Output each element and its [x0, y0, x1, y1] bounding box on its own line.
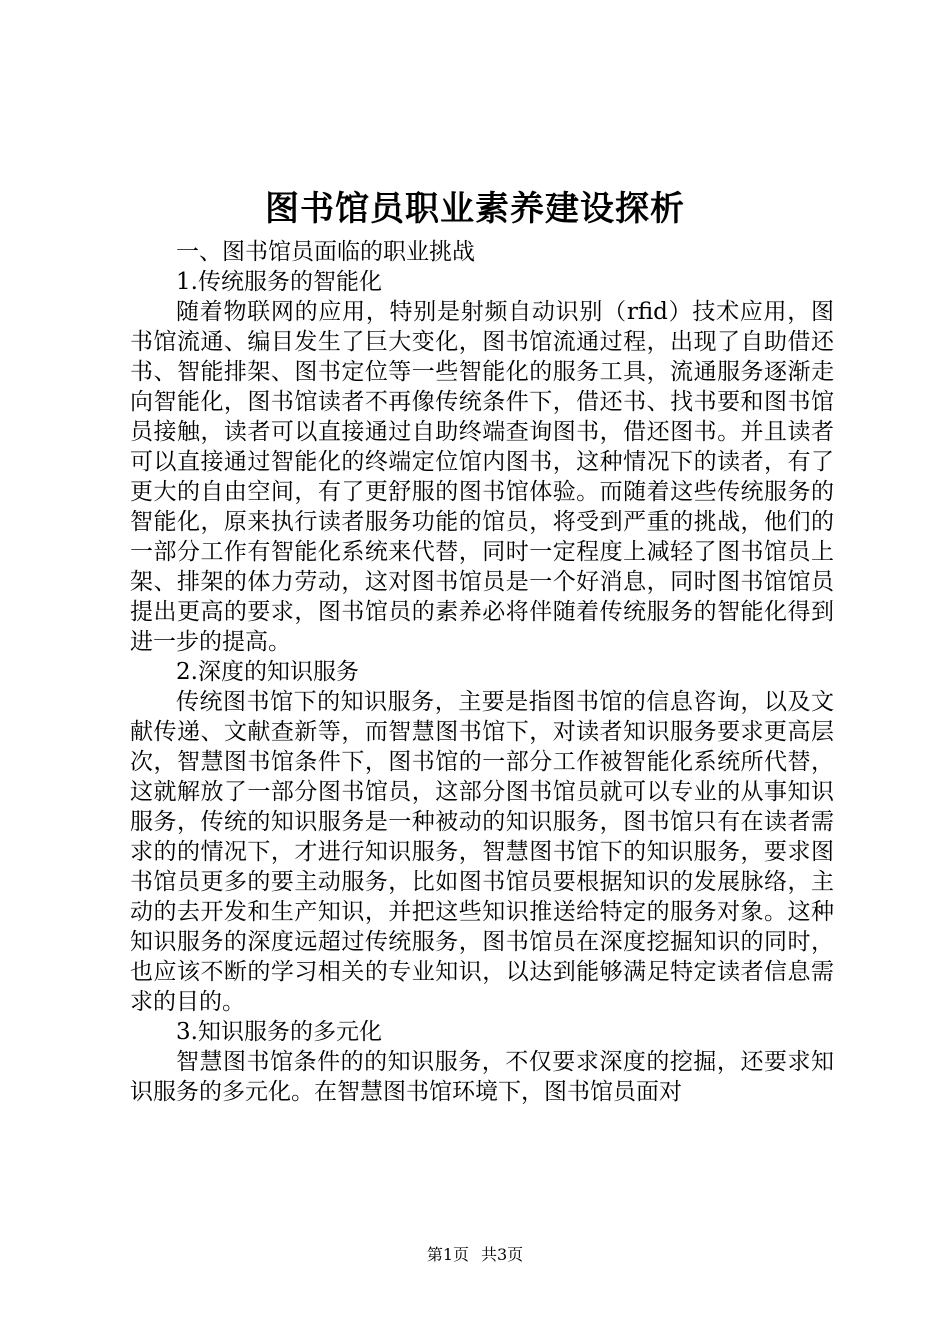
- document-title: 图书馆员职业素养建设探析: [265, 189, 685, 229]
- subsection-heading: 1.传统服务的智能化: [176, 269, 382, 295]
- subsection-heading: 2.深度的知识服务: [176, 659, 359, 685]
- body-paragraph: 传统图书馆下的知识服务，主要是指图书馆的信息咨询，以及文献传递、文献查新等，而智慧图书馆下，对读者知识服务要求更高层次，智慧图书馆条件下，图书馆的一部分工作被智能化系统所代替，这就解放了一部分图书馆员，这部分图书馆员就可以专业的从事知识服务，传统的知识服务是一种被动的知识服务，图书馆只有在读者需求的的情况下，才进行知识服务，智慧图书馆下的知识服务，要求图书馆员更多的要主动服务，比如图书馆员要根据知识的发展脉络，主动的去开发和生产知识，并把这些知识推送给特定的服务对象。这种知识服务的深度远超过传统服务，图书馆员在深度挖掘知识的同时，也应该不断的学习相关的专业知识，以达到能够满足特定读者信息需求的目的。: [130, 689, 834, 1015]
- body-paragraph: 智慧图书馆条件的的知识服务，不仅要求深度的挖掘，还要求知识服务的多元化。在智慧图书馆环境下，图书馆员面对: [130, 1049, 834, 1105]
- section-heading: 一、图书馆员面临的职业挑战: [176, 239, 475, 265]
- page-number: 第1页: [426, 1245, 469, 1264]
- document-body: [130, 237, 834, 1107]
- subsection-heading: 3.知识服务的多元化: [176, 1019, 382, 1045]
- body-paragraph: 随着物联网的应用，特别是射频自动识别（rfid）技术应用，图书馆流通、编目发生了巨大变化，图书馆流通过程，出现了自助借还书、智能排架、图书定位等一些智能化的服务工具，流通服务逐渐走向智能化，图书馆读者不再像传统条件下，借还书、找书要和图书馆员接触，读者可以直接通过自助终端查询图书，借还图书。并且读者可以直接通过智能化的终端定位馆内图书，这种情况下的读者，有了更大的自由空间，有了更舒服的图书馆体验。而随着这些传统服务的智能化，原来执行读者服务功能的馆员，将受到严重的挑战，他们的一部分工作有智能化系统来代替，同时一定程度上减轻了图书馆员上架、排架的体力劳动，这对图书馆员是一个好消息，同时图书馆馆员提出更高的要求，图书馆员的素养必将伴随着传统服务的智能化得到进一步的提高。: [130, 299, 834, 655]
- page-footer: [0, 1244, 950, 1266]
- page-total: 共3页: [481, 1245, 524, 1264]
